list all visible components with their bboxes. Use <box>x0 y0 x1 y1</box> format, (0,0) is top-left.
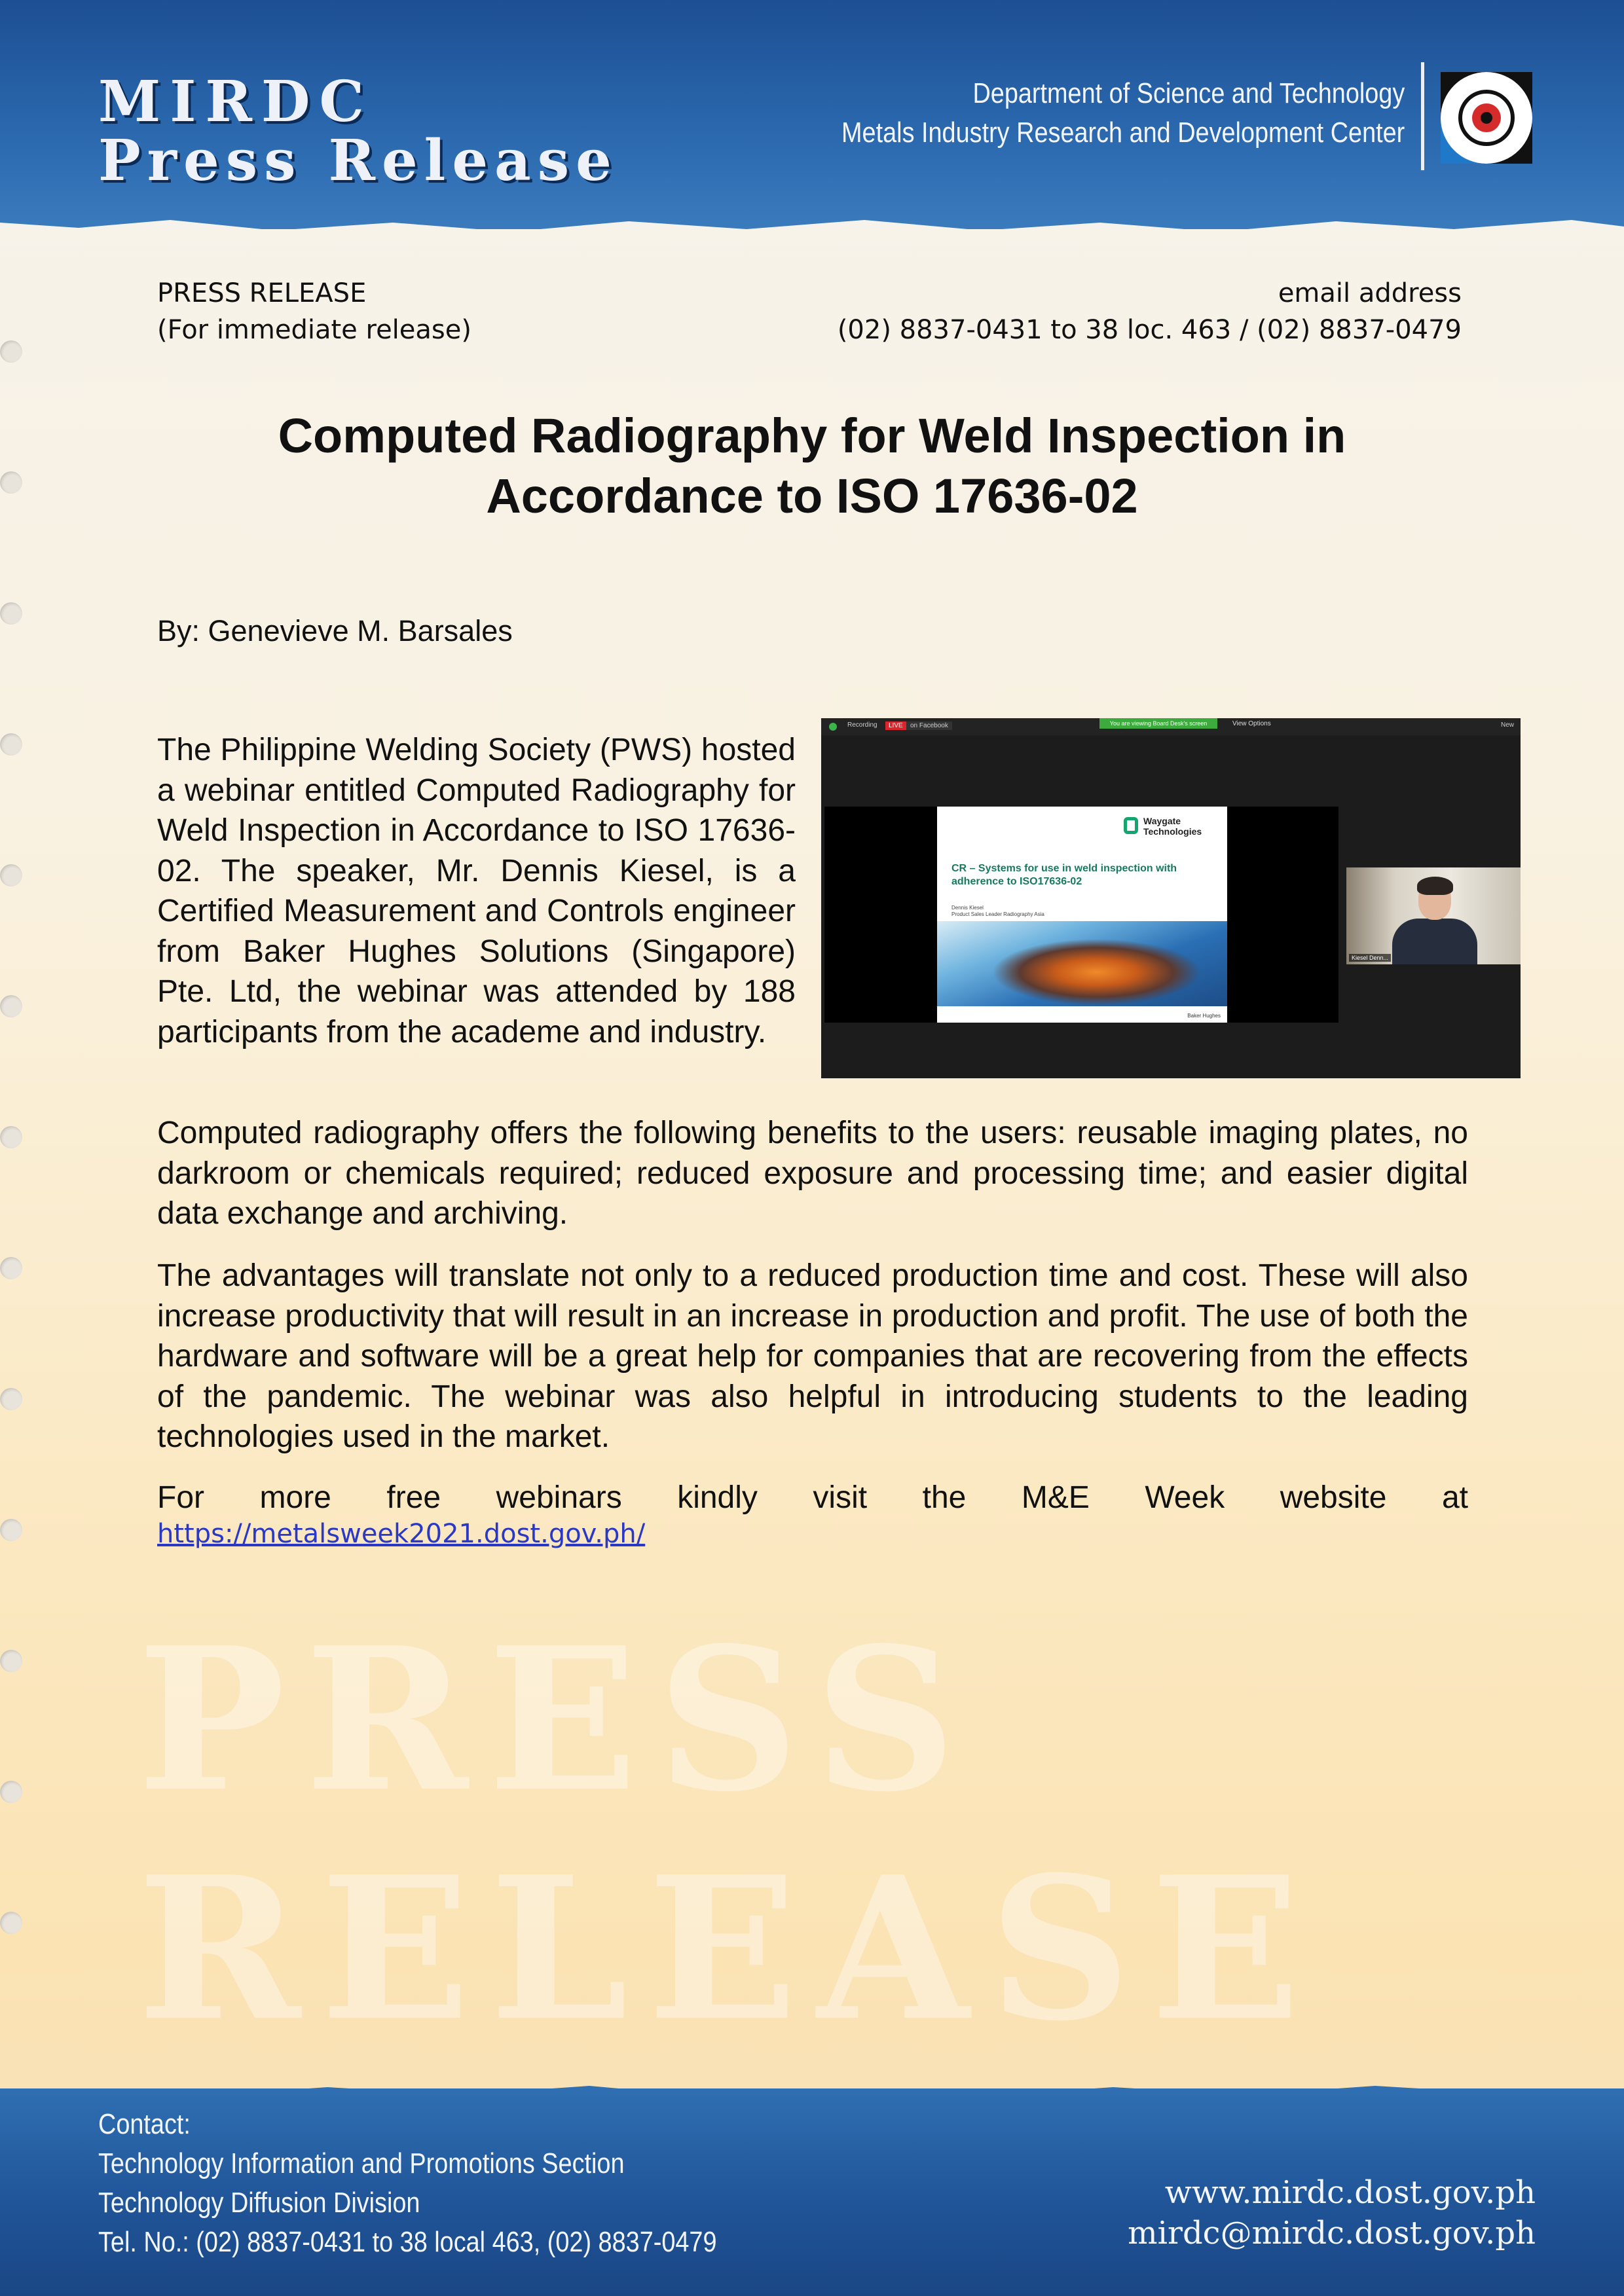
binder-hole <box>0 471 22 494</box>
camera-name-tag: Kiesel Denn... <box>1349 954 1391 962</box>
release-type <box>157 275 471 348</box>
footer-web <box>1128 2172 1536 2253</box>
department-name: Department of Science and Technology <box>972 77 1405 109</box>
watermark-press: PRESS <box>138 1604 976 1835</box>
title-line-2: Accordance to ISO 17636-02 <box>486 469 1138 523</box>
waygate-mark-icon <box>1124 817 1138 834</box>
paragraph-4: For more free webinars kindly visit the M&E Week website at <box>157 1480 1468 1515</box>
binder-hole <box>0 864 22 886</box>
dost-logo-icon <box>1434 65 1539 170</box>
viewing-banner: You are viewing Board Desk's screen <box>1099 718 1217 729</box>
slide-brand-line-2: Technologies <box>1143 826 1202 837</box>
release-label: PRESS RELEASE <box>157 278 367 308</box>
contact-section: Technology Information and Promotions Section <box>98 2147 625 2179</box>
contact-tel: Tel. No.: (02) 8837-0431 to 38 local 463, (02) 8837-0479 <box>98 2226 717 2258</box>
binder-hole <box>0 1519 22 1541</box>
binder-hole <box>0 1126 22 1148</box>
binder-hole <box>0 995 22 1017</box>
waygate-logo <box>1143 816 1215 837</box>
title-line-1: Computed Radiography for Weld Inspection in <box>278 409 1346 463</box>
footer-contact <box>98 2105 717 2262</box>
metals-week-link[interactable]: https://metalsweek2021.dost.gov.ph/ <box>157 1519 646 1549</box>
slide-photo <box>937 921 1227 1006</box>
department-block <box>841 74 1405 153</box>
slide-presenter <box>951 905 1044 918</box>
security-icon <box>829 723 837 731</box>
article-title <box>157 406 1467 526</box>
speaker-body <box>1392 919 1477 964</box>
new-label: New <box>1500 721 1514 729</box>
presenter-role: Product Sales Leader Radiography Asia <box>951 911 1044 917</box>
presenter-name: Dennis Kiesel <box>951 905 984 911</box>
email-link[interactable]: mirdc@mirdc.dost.gov.ph <box>1128 2215 1536 2251</box>
paragraph-2: Computed radiography offers the following benefits to the users: reusable imaging plates, no darkroom or chemicals required; reduced exposure and processing time; and easier digital data exchange and archiving. <box>157 1116 1468 1231</box>
binder-hole <box>0 1650 22 1672</box>
paragraph-1: The Philippine Welding Society (PWS) hosted a webinar entitled Computed Radiography for Weld Inspection in Accordance to ISO 17636-02. The speaker, Mr. Dennis Kiesel, is a Certified Measurement and Controls engineer from Baker Hughes Solutions (Singapore) Pte. Ltd, the webinar was attended by 188 participants from the academe and industry. <box>157 733 796 1049</box>
binder-hole <box>0 340 22 363</box>
live-badge: LIVE <box>885 721 906 730</box>
header-divider <box>1421 62 1424 170</box>
contact-label: Contact: <box>98 2108 191 2140</box>
recording-label: Recording <box>847 721 877 729</box>
webinar-screenshot <box>821 718 1521 1078</box>
presentation-slide <box>937 807 1227 1023</box>
contact-info <box>838 275 1462 348</box>
paragraph-3: The advantages will translate not only to a reduced production time and cost. These will also increase productivity that will result in an increase in production and profit. The use of both the hardware and software will be a great help for companies that are recovering from the effects of the pandemic. The webinar was also helpful in introducing students to the leading technologies used in the market. <box>157 1258 1468 1454</box>
slide-title: CR – Systems for use in weld inspection with adherence to ISO17636-02 <box>951 863 1177 887</box>
binder-hole <box>0 1912 22 1934</box>
binder-hole <box>0 1257 22 1279</box>
email-address: email address <box>1278 278 1462 308</box>
view-options: View Options <box>1232 720 1271 727</box>
binder-hole <box>0 602 22 625</box>
binder-hole <box>0 1781 22 1803</box>
contact-division: Technology Diffusion Division <box>98 2187 420 2219</box>
byline: By: Genevieve M. Barsales <box>157 614 513 647</box>
center-name: Metals Industry Research and Development Center <box>841 117 1405 149</box>
brand-mirdc: MIRDC <box>98 69 373 135</box>
phone-numbers: (02) 8837-0431 to 38 loc. 463 / (02) 8837-0479 <box>837 315 1462 345</box>
binder-hole <box>0 733 22 756</box>
slide-brand-line-1: Waygate <box>1143 816 1181 826</box>
speaker-hair <box>1417 877 1453 895</box>
release-note: (For immediate release) <box>157 315 471 345</box>
website-link[interactable]: www.mirdc.dost.gov.ph <box>1164 2174 1536 2211</box>
watermark-release: RELEASE <box>138 1833 1320 2064</box>
torn-edge <box>0 196 1624 229</box>
slide-footer-logo: Baker Hughes <box>1187 1013 1221 1019</box>
speaker-camera <box>1346 867 1521 964</box>
brand-press-release: Press Release <box>98 128 618 194</box>
facebook-label: on Facebook <box>906 721 952 730</box>
binder-hole <box>0 1388 22 1410</box>
